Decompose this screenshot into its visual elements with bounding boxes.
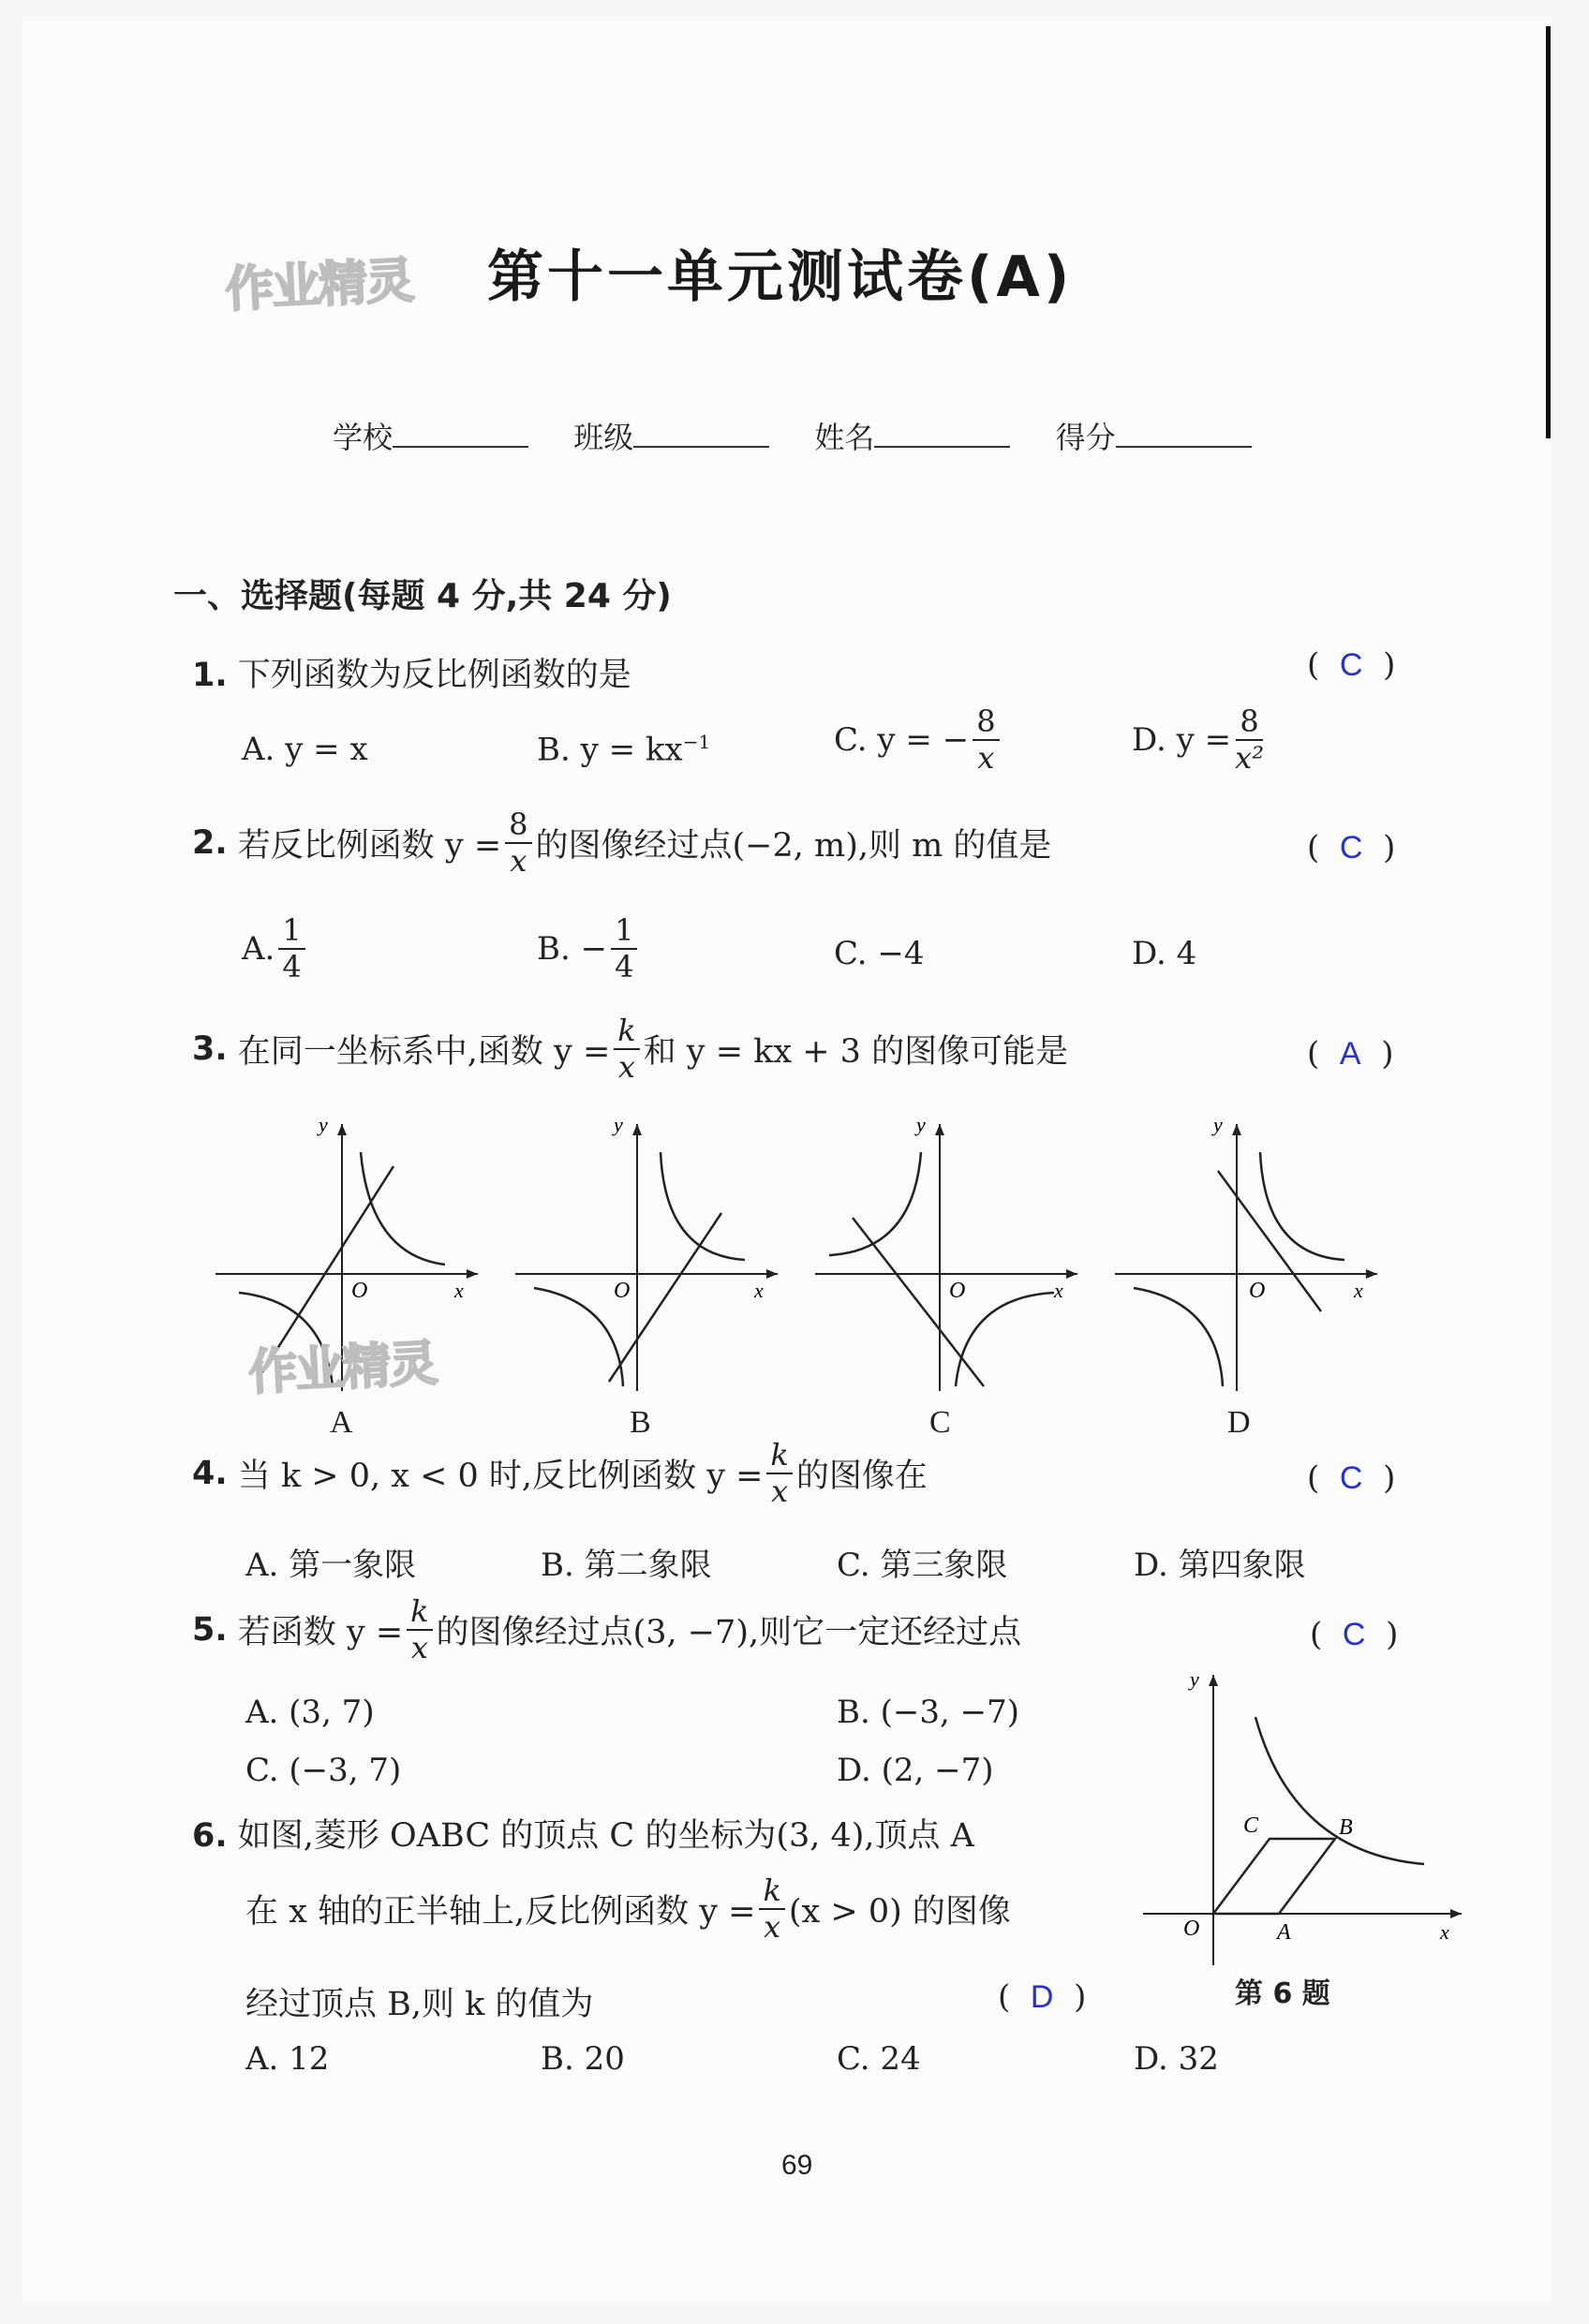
- option-label: A.: [242, 929, 275, 968]
- question-text-pre: 在同一坐标系中,函数 y =: [237, 1032, 611, 1071]
- arrow-icon: [935, 1124, 944, 1135]
- q1-option-c-fraction: [973, 704, 999, 776]
- origin-label: O: [1249, 1279, 1266, 1303]
- fraction-denominator: x: [410, 1629, 428, 1665]
- graph-c: [810, 1115, 1082, 1396]
- q4-option-d: D. 第四象限: [1134, 1547, 1306, 1584]
- question-text: 下列函数为反比例函数的是: [237, 657, 631, 694]
- answer-3: A: [1339, 1036, 1361, 1072]
- q5-option-c: C. (−3, 7): [245, 1752, 402, 1789]
- q2-option-a: [242, 913, 309, 984]
- page-title: 第十一单元测试卷(A): [487, 244, 1074, 310]
- q6-option-a: A. 12: [245, 2040, 330, 2078]
- q6-option-d: D. 32: [1134, 2040, 1219, 2078]
- watermark-logo: 作业精灵: [246, 1335, 438, 1402]
- question-6-line-2: [245, 1873, 1011, 1945]
- answer-bracket-5: ( C ): [1310, 1616, 1399, 1653]
- fraction-denominator: x: [617, 1048, 635, 1085]
- answer-bracket-4: ( C ): [1307, 1459, 1396, 1497]
- hyperbola-branch: [829, 1152, 921, 1255]
- fraction-numerator: 1: [611, 913, 637, 950]
- q5-option-d: D. (2, −7): [837, 1752, 994, 1789]
- answer-6: D: [1030, 1979, 1054, 2015]
- question-number: 5.: [192, 1610, 228, 1649]
- y-axis-label: y: [916, 1115, 926, 1136]
- question-text-post: (x > 0) 的图像: [788, 1892, 1011, 1931]
- fraction-numerator: k: [614, 1014, 639, 1050]
- hyperbola-branch: [361, 1152, 445, 1265]
- fraction-numerator: k: [407, 1594, 432, 1631]
- answer-bracket-2: ( C ): [1307, 829, 1396, 866]
- graph-label-a: A: [330, 1405, 353, 1440]
- question-number: 3.: [192, 1029, 228, 1068]
- hyperbola-branch: [534, 1288, 623, 1386]
- section-title: 一、选择题(每题 4 分,共 24 分): [173, 577, 672, 615]
- q5-option-a: A. (3, 7): [245, 1694, 375, 1731]
- origin-label: O: [949, 1279, 966, 1303]
- answer-4: C: [1339, 1460, 1363, 1496]
- question-fraction: [759, 1873, 784, 1945]
- q2-option-b-fraction: [611, 913, 637, 984]
- q1-option-d-text: D. y =: [1132, 720, 1232, 759]
- hyperbola-curve: [1255, 1717, 1424, 1864]
- fraction-denominator: x²: [1235, 739, 1265, 776]
- x-axis-label: x: [454, 1279, 464, 1302]
- info-label-name: 姓名: [814, 420, 875, 455]
- question-number: 1.: [192, 657, 228, 694]
- answer-2: C: [1339, 830, 1363, 866]
- hyperbola-branch: [956, 1293, 1054, 1386]
- answer-bracket-6: ( D ): [998, 1978, 1087, 2016]
- arrow-icon: [1209, 1675, 1218, 1686]
- q2-option-c: C. −4: [834, 935, 925, 972]
- fraction-denominator: x: [510, 842, 527, 879]
- graph-label-b: B: [630, 1405, 651, 1440]
- question-fraction: [407, 1594, 432, 1665]
- answer-5: C: [1342, 1617, 1366, 1652]
- question-6-line-1: [192, 1810, 974, 1857]
- fraction-denominator: 4: [282, 948, 302, 984]
- y-axis-label: y: [319, 1115, 328, 1136]
- y-axis-label: y: [1213, 1115, 1223, 1136]
- graph-b: [511, 1115, 782, 1396]
- q1-option-a: A. y = x: [242, 731, 368, 768]
- x-axis-label: x: [754, 1279, 764, 1302]
- point-c-label: C: [1243, 1813, 1259, 1838]
- q1-option-b-text: B. y = kx: [537, 731, 683, 769]
- arrow-icon: [1232, 1124, 1241, 1135]
- y-axis-label: y: [614, 1115, 623, 1136]
- question-fraction: [505, 807, 531, 879]
- q1-option-d-fraction: [1235, 704, 1264, 776]
- question-number: 2.: [192, 823, 228, 862]
- figure-caption: 第 6 题: [1235, 1977, 1330, 2010]
- q2-option-d: D. 4: [1132, 935, 1197, 972]
- q1-option-b-exponent: −1: [682, 731, 711, 753]
- question-text-post: 和 y = kx + 3 的图像可能是: [643, 1032, 1069, 1071]
- info-label-class: 班级: [573, 420, 634, 455]
- name-blank[interactable]: [874, 422, 1010, 448]
- question-6-line-3: 经过顶点 B,则 k 的值为: [245, 1986, 594, 2023]
- rhombus-oabc: [1213, 1839, 1335, 1914]
- class-blank[interactable]: [633, 422, 769, 448]
- fraction-denominator: x: [771, 1473, 789, 1509]
- x-axis-label: x: [1440, 1920, 1449, 1944]
- question-fraction: [766, 1438, 792, 1509]
- arrow-icon: [1450, 1909, 1462, 1918]
- info-row: [333, 414, 1252, 457]
- q6-option-b: B. 20: [541, 2040, 625, 2078]
- point-a-label: A: [1277, 1920, 1291, 1945]
- arrow-icon: [766, 1269, 778, 1279]
- school-blank[interactable]: [393, 422, 528, 448]
- q1-option-c-text: C. y = −: [834, 720, 970, 759]
- question-text-pre: 若反比例函数 y =: [237, 826, 502, 865]
- q4-option-b: B. 第二象限: [541, 1547, 712, 1584]
- q1-option-b: [537, 731, 710, 768]
- graph-d: [1110, 1115, 1382, 1396]
- arrow-icon: [337, 1124, 347, 1135]
- option-label: B. −: [537, 929, 608, 968]
- q1-option-c: [834, 704, 1003, 776]
- fraction-numerator: 8: [505, 807, 531, 844]
- answer-1: C: [1339, 647, 1363, 683]
- question-3: [192, 1014, 1068, 1085]
- origin-label: O: [351, 1279, 368, 1303]
- hyperbola-branch: [1134, 1288, 1223, 1386]
- arrow-icon: [467, 1269, 478, 1279]
- question-4: [192, 1438, 928, 1509]
- question-text-post: 的图像在: [795, 1457, 928, 1495]
- fraction-numerator: 8: [973, 704, 999, 741]
- q4-option-a: A. 第一象限: [245, 1547, 417, 1584]
- binding-edge: [1546, 26, 1551, 438]
- hyperbola-branch: [661, 1152, 745, 1260]
- y-axis-label: y: [1190, 1667, 1199, 1691]
- q4-option-c: C. 第三象限: [837, 1547, 1008, 1584]
- graph-label-d: D: [1227, 1405, 1251, 1440]
- fraction-denominator: 4: [615, 948, 634, 984]
- page-number: 69: [781, 2150, 813, 2181]
- fraction-denominator: x: [977, 739, 995, 776]
- question-2: [192, 807, 1051, 879]
- fraction-numerator: 1: [278, 913, 304, 950]
- fraction-denominator: x: [764, 1908, 781, 1945]
- point-b-label: B: [1339, 1815, 1353, 1840]
- question-1: [192, 649, 631, 696]
- question-text: 如图,菱形 OABC 的顶点 C 的坐标为(3, 4),顶点 A: [237, 1817, 974, 1855]
- fraction-numerator: 8: [1236, 704, 1262, 741]
- arrow-icon: [1066, 1269, 1077, 1279]
- origin-label: O: [1183, 1917, 1200, 1941]
- arrow-icon: [632, 1124, 642, 1135]
- question-5: [192, 1594, 1021, 1665]
- question-number: 6.: [192, 1817, 228, 1855]
- origin-label: O: [614, 1279, 631, 1303]
- answer-bracket-3: ( A ): [1307, 1035, 1394, 1073]
- q1-option-d: [1132, 704, 1268, 776]
- info-label-school: 学校: [333, 420, 394, 455]
- question-text-post: 的图像经过点(−2, m),则 m 的值是: [535, 826, 1052, 865]
- score-blank[interactable]: [1116, 422, 1252, 448]
- question-text-post: 的图像经过点(3, −7),则它一定还经过点: [436, 1613, 1022, 1651]
- q5-option-b: B. (−3, −7): [837, 1694, 1019, 1731]
- figure-q6: [1138, 1665, 1466, 1975]
- q6-option-c: C. 24: [837, 2040, 921, 2078]
- x-axis-label: x: [1054, 1279, 1063, 1302]
- question-text-pre: 在 x 轴的正半轴上,反比例函数 y =: [245, 1892, 756, 1931]
- question-fraction: [614, 1014, 639, 1085]
- answer-bracket-1: ( C ): [1307, 646, 1396, 684]
- graph-label-c: C: [929, 1405, 951, 1440]
- fraction-numerator: k: [766, 1438, 792, 1474]
- question-text-pre: 若函数 y =: [237, 1613, 404, 1651]
- info-label-score: 得分: [1055, 420, 1116, 455]
- q2-option-a-fraction: [278, 913, 304, 984]
- watermark-logo: 作业精灵: [223, 252, 414, 319]
- question-text-pre: 当 k > 0, x < 0 时,反比例函数 y =: [237, 1457, 764, 1495]
- fraction-numerator: k: [759, 1873, 784, 1910]
- question-number: 4.: [192, 1454, 228, 1492]
- x-axis-label: x: [1354, 1279, 1363, 1302]
- line-graph: [1218, 1171, 1321, 1311]
- q2-option-b: [537, 913, 641, 984]
- arrow-icon: [1366, 1269, 1377, 1279]
